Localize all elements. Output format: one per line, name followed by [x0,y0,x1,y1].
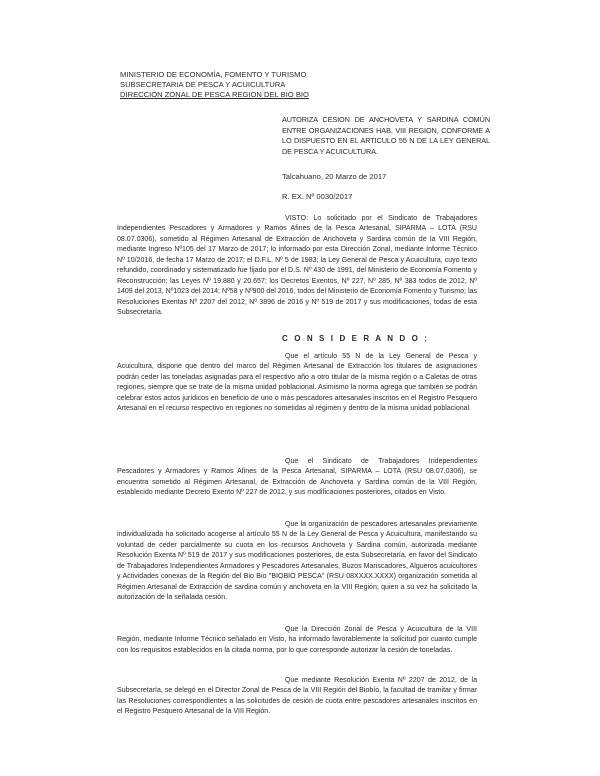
considerando-heading: C O N S I D E R A N D O : [282,334,430,343]
considerando-paragraph-2: Que el Sindicato de Trabajadores Independientes Pescadores y Armadores y Ramos Afines de la Pesca Artesanal, SIPARMA – LOTA (RSU 08.07.0306), se encuentra sometido al Régimen Artesanal, de Extracción de Anchoveta y Sardina común de la VIII Región, establecido mediante Decreto Exento Nº 227 de 2012, y sus modificaciones posteriores, citados en Visto. [117,458,477,497]
resolution-number: R. EX. Nº 0030/2017 [282,192,353,201]
letterhead [120,70,309,101]
considerando-paragraph-4: Que la Dirección Zonal de Pesca y Acuicultura de la VIII Región, mediante Informe Técnico señalado en Visto, ha informado favorablemente la solicitud por cuanto cumple con los requisitos establecidos en la citada norma, por lo que corresponde autorizar la cesión de toneladas. [117,626,477,654]
visto-paragraph: VISTO: Lo solicitado por el Sindicato de Trabajadores Independientes Pescadores y Armadores y Ramos Afines de la Pesca Artesanal, SIPARMA – LOTA (RSU 08.07.0306), sometido al Régimen Artesanal de Extracción de Anchoveta y Sardina común de la VIII Región, mediante Ingreso Nº105 del 17 Marzo de 2017; lo informado por esta Dirección Zonal, mediante Informe Técnico Nº 10/2016, de fecha 17 Marzo de 2017; el D.F.L. Nº 5 de 1983; la Ley General de Pesca y Acuicultura, cuyo texto refundido, coordinado y sistematizado fue fijado por el D.S. Nº 430 de 1991, del Ministerio de Economía Fomento y Reconstrucción; las Leyes Nº 19.880 y 20.657; los Decretos Exentos, Nº 227, Nº 285, Nº 383 todos de 2012, Nº 1409 del 2013, Nº1023 del 2014; Nº58 y Nº900 del 2016, todos del Ministerio de Economía Fomento y Turismo; las Resoluciones Exentas Nº 2207 del 2012, Nº 3896 de 2016 y Nº 519 de 2017 y sus modificaciones, todas de esta Subsecretaría. [117,215,477,317]
letterhead-subsecretaria: SUBSECRETARIA DE PESCA Y ACUICULTURA [120,80,286,90]
letterhead-direccion-zonal: DIRECCION ZONAL DE PESCA REGION DEL BIO BIO [120,90,309,100]
considerando-paragraph-1: Que el artículo 55 N de la Ley General de Pesca y Acuicultura, dispone que dentro del marco del Régimen Artesanal de Extracción los titulares de asignaciones podrán ceder las toneladas asignadas para el respectivo año a otro titular de la misma región o a Caletas de otras regiones, siempre que se trate de la misma unidad poblacional. Asimismo la norma agrega que también se podrán celebrar estos actos jurídicos en beneficio de uno o más pescadores artesanales inscritos en el Registro Pesquero Artesanal en el recurso respectivo en regiones no sometidas al régimen y dentro de la misma unidad poblacional. [117,353,477,413]
resolution-date: Talcahuano, 20 Marzo de 2017 [282,172,387,181]
considerando-paragraph-5: Que mediante Resolución Exenta Nº 2207 de 2012, de la Subsecretaría, se delegó en el Director Zonal de Pesca de la VIII Región del Biobío, la facultad de tramitar y firmar las Resoluciones correspondientes a las solicitudes de cesión de cuota entre pescadores artesanales inscritos en el Registro Pesquero Artesanal de la VIII Región. [117,677,477,716]
resolution-subject: AUTORIZA CESION DE ANCHOVETA Y SARDINA COMÚN ENTRE ORGANIZACIONES HAB. VIII REGION, CONFORME A LO DISPUESTO EN EL ARTICULO 55 N DE LA LEY GENERAL DE PESCA Y ACUICULTURA. [282,115,490,156]
considerando-paragraph-3: Que la organización de pescadores artesanales previamente individualizada ha solicitado acogerse al artículo 55 N de la Ley General de Pesca y Acuicultura, manifestando su voluntad de ceder parcialmente su cuota en los recursos Anchoveta y Sardina común, autorizada mediante Resolución Exenta Nº 519 de 2017 y sus modificaciones posteriores, de esta Subsecretaría, en favor del Sindicato de Trabajadores Independientes Armadores y Pescadores Artesanales, Buzos Mariscadores, Algueros acuicultores y Actividades conexas de la Región del Bio Bio "BIOBIO PESCA" (RSU 08XXXX.XXXX) organización sometida al Régimen Artesanal de Extracción de sardina común y anchoveta en la VIII Región; quien a su vez ha solicitado la autorización de la señalada cesión. [117,521,477,602]
letterhead-ministry: MINISTERIO DE ECONOMÍA, FOMENTO Y TURISMO [120,70,307,79]
